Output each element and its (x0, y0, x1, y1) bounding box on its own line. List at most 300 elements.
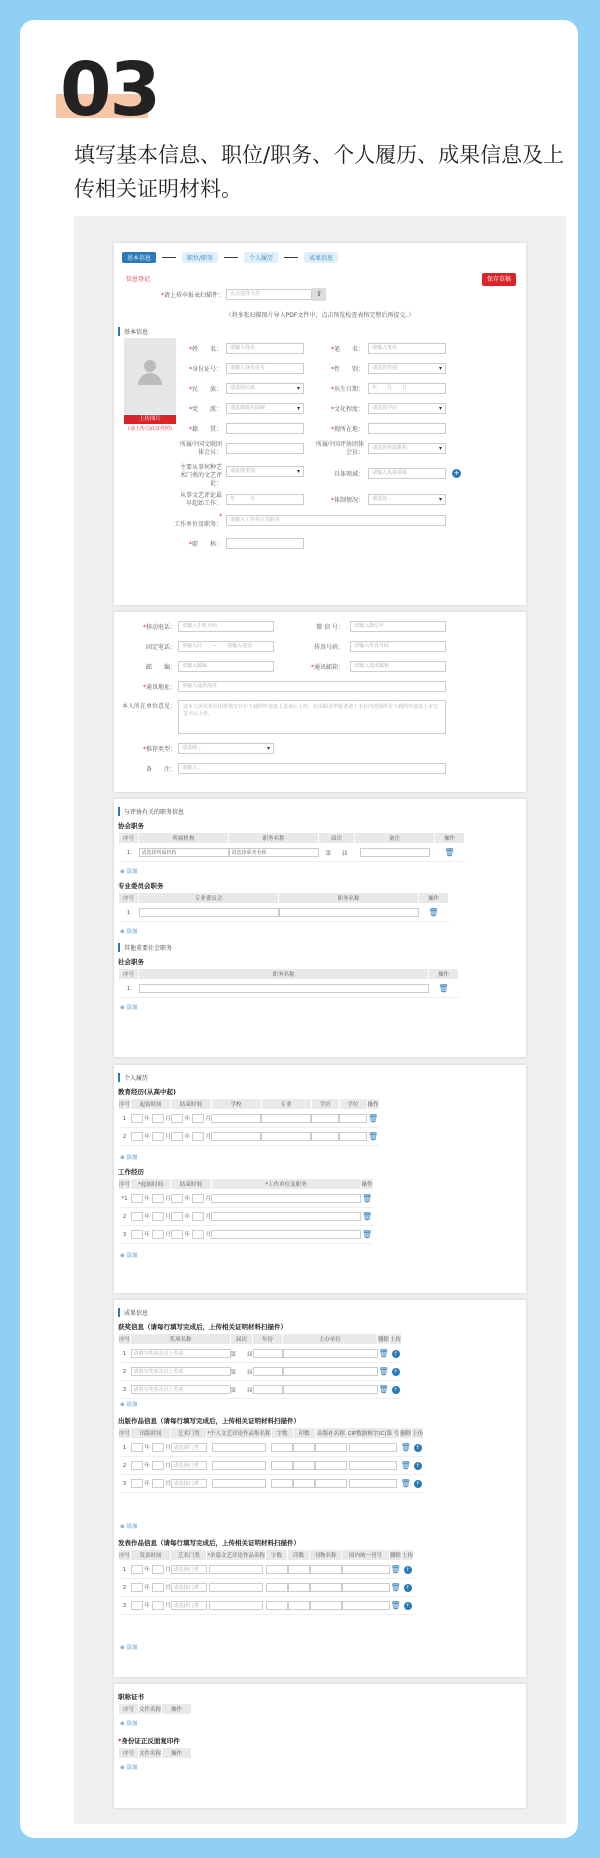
date-input[interactable]: 年 月 (131, 1110, 171, 1128)
row-number: 1 (119, 1561, 131, 1579)
col-header: CIP数据核字(C)第 号 (347, 1428, 400, 1439)
fax-input[interactable]: 请输入传真号码 (350, 641, 446, 652)
prints-input[interactable] (293, 1461, 315, 1470)
col-header: 上传 (390, 1334, 402, 1345)
ethnicity-label: 民 族： (191, 386, 222, 393)
duty-select[interactable]: 请选择职务名称 (229, 848, 319, 857)
trash-icon[interactable]: 🗑 (367, 1114, 379, 1123)
upload-icon[interactable]: ↑ (405, 1566, 410, 1573)
row-number: 3 (119, 1381, 131, 1399)
row-number: 2 (119, 1363, 131, 1381)
col-header: 国内统一刊号 (342, 1550, 390, 1561)
row-number: *1 (119, 1190, 131, 1208)
wechat-label: 微 信 号： (316, 624, 344, 631)
birth-date-input[interactable]: 年 月 日 (368, 383, 446, 394)
table-row (119, 1439, 424, 1457)
col-header: 操作 (419, 893, 449, 904)
step-number: 03 (60, 50, 159, 118)
other-title: 其他重要社会职务 (118, 943, 172, 952)
basic-info-title: 基本信息 (118, 327, 148, 336)
art-category-select[interactable]: 请选择门类 (171, 1479, 207, 1488)
table-row (119, 1363, 402, 1381)
pen-name-input[interactable]: 请输入笔名 (368, 343, 446, 354)
id-number-label: 身份证号： (191, 366, 222, 373)
education-label: 文化程度： (333, 406, 364, 413)
cert-table (118, 1703, 192, 1715)
tab-achievements[interactable]: 成果信息 (304, 252, 338, 263)
school-input[interactable] (211, 1114, 261, 1123)
col-header: 出版社名称 (315, 1428, 347, 1439)
upload-photo-button[interactable]: 上传图片 (124, 415, 176, 424)
col-header: 起始时间 (131, 1099, 171, 1110)
work-name-input[interactable] (209, 1565, 263, 1574)
trash-icon[interactable]: 🗑 (400, 1461, 411, 1470)
phone-input[interactable]: 请输入区 — 请输入电话 (178, 641, 274, 652)
table-row (119, 1128, 380, 1146)
prints-input[interactable] (293, 1479, 315, 1488)
start-work-label: 从事文艺评论最早起始工作： (179, 492, 222, 507)
start-work-input[interactable]: 年 月 (226, 494, 304, 505)
table-row: 1 🗑 (119, 904, 449, 922)
trash-icon[interactable]: 🗑 (400, 1479, 411, 1488)
workunit-input[interactable] (211, 1194, 361, 1203)
date-input[interactable]: 年 月 (171, 1226, 211, 1244)
email-label: 通讯邮箱： (313, 664, 344, 671)
term-input[interactable]: 第 届 (231, 1345, 253, 1363)
art-category-select[interactable]: 请选择门类 (171, 1443, 207, 1452)
location-label: 现所在地： (333, 426, 364, 433)
row-number: 2 (119, 1208, 131, 1226)
table-row: 1 请选择所属机构 请选择职务名称 第 届 🗑 (119, 844, 465, 862)
work-name-input[interactable] (209, 1601, 263, 1610)
date-input[interactable]: 年 月 (131, 1439, 171, 1457)
upload-icon[interactable]: ↑ (393, 1350, 398, 1357)
col-header: 学位 (339, 1099, 367, 1110)
col-header: 刊物名称 (310, 1550, 342, 1561)
col-header: 学校 (211, 1099, 261, 1110)
title-input[interactable] (226, 538, 304, 549)
step-intro: 填写基本信息、职位/职务、个人履历、成果信息及上传相关证明材料。 (74, 143, 565, 201)
social-duty-input[interactable] (139, 984, 429, 993)
words-input[interactable] (266, 1601, 288, 1610)
col-header: 序号 (119, 833, 139, 844)
upload-input[interactable]: 点击选择文件 (226, 289, 312, 300)
upload-icon[interactable]: ↑ (393, 1368, 398, 1375)
add-social-link[interactable]: ⊕ 添加 (120, 1005, 138, 1011)
date-input[interactable]: 年 月 (131, 1457, 171, 1475)
table-row (119, 1381, 402, 1399)
email-field[interactable]: 请输入通讯邮箱 (350, 661, 446, 672)
col-header: 专业 (261, 1099, 311, 1110)
col-header: 发表时间 (131, 1550, 171, 1561)
date-input[interactable]: 年 月 (171, 1128, 211, 1146)
work-name-input[interactable] (212, 1443, 266, 1452)
row-number: 2 (119, 1579, 131, 1597)
col-header: *单篇文艺评论作品名称 (207, 1550, 266, 1561)
upload-label: 请上传申报表扫描件： (163, 292, 224, 299)
upload-icon[interactable]: ↑ (415, 1444, 420, 1451)
phone-label: 固定电话： (145, 644, 176, 651)
date-input[interactable]: 年 月 (171, 1208, 211, 1226)
col-header: 出版时间 (131, 1428, 171, 1439)
upload-icon[interactable]: ⇧ (312, 288, 326, 301)
table-row (119, 1579, 414, 1597)
publisher-input[interactable] (315, 1479, 347, 1488)
id-table (118, 1747, 192, 1759)
edu-title: 教育经历(从高中起) (118, 1088, 176, 1096)
prints-input[interactable] (288, 1565, 310, 1574)
tab-resume[interactable]: 个人履历 (244, 252, 278, 263)
tab-position[interactable]: 职位/职务 (182, 252, 218, 263)
publisher-input[interactable] (310, 1601, 342, 1610)
step-card (20, 20, 578, 1838)
publisher-input[interactable] (315, 1461, 347, 1470)
gender-select[interactable]: 请选择性别 ▾ (368, 363, 446, 374)
publisher-input[interactable] (315, 1443, 347, 1452)
work-table (118, 1178, 374, 1244)
trash-icon[interactable]: 🗑 (378, 1349, 389, 1358)
words-input[interactable] (271, 1443, 293, 1452)
pro-table (118, 892, 449, 922)
duty-panel (114, 799, 526, 1057)
trash-icon[interactable]: 🗑 (400, 1443, 411, 1452)
table-row (119, 1561, 414, 1579)
pub-title: 出版作品信息（请每行填写完成后，上传相关证明材料扫描件） (118, 1417, 300, 1425)
fax-label: 传真号码： (313, 644, 344, 651)
col-header: 主办单位 (283, 1334, 378, 1345)
remark-input[interactable]: 请输入... (178, 763, 446, 774)
cac-member-select[interactable]: 请选择所属机构 ▾ (368, 443, 446, 454)
year-input[interactable] (253, 1349, 283, 1358)
add-award-link[interactable]: ⊕ 添加 (120, 1402, 138, 1408)
col-header: 职务名称 (229, 833, 319, 844)
workunit-input[interactable]: 请输入工作单位及职务 (226, 515, 446, 526)
add-pro-link[interactable]: ⊕ 添加 (120, 929, 138, 935)
publisher-input[interactable] (310, 1565, 342, 1574)
words-input[interactable] (271, 1461, 293, 1470)
trash-icon[interactable]: 🗑 (444, 848, 455, 857)
date-input[interactable]: 年 月 (131, 1226, 171, 1244)
table-row (119, 1345, 402, 1363)
prints-input[interactable] (288, 1583, 310, 1592)
social-title: 社会职务 (118, 958, 144, 966)
cip-input[interactable] (349, 1443, 397, 1452)
degree-select[interactable] (311, 1132, 339, 1141)
gender-label: 性 别： (333, 366, 364, 373)
id-number-input[interactable]: 请输入身份证号 (226, 363, 304, 374)
award-name-input[interactable]: 请填写奖项及以上奖项 (131, 1385, 231, 1394)
art-category-select[interactable]: 请选择类别 ▾ (226, 466, 304, 477)
row-number: 1 (119, 1439, 131, 1457)
assoc-title: 协会职务 (118, 822, 144, 830)
trash-icon[interactable]: 🗑 (378, 1367, 389, 1376)
table-row (119, 1457, 424, 1475)
cip-input[interactable] (342, 1565, 390, 1574)
year-input[interactable] (253, 1385, 283, 1394)
upload-hint: （将多张扫描图片导入PDF文件中，点击预览检查表格完整后再提交。） (225, 312, 415, 319)
organizer-input[interactable] (283, 1367, 378, 1376)
award-name-input[interactable]: 请填写奖项及以上奖项 (131, 1349, 231, 1358)
mobile-input[interactable]: 请输入手机号码 (178, 621, 274, 632)
info-register-link[interactable]: 信息登记 (126, 276, 151, 283)
resume-panel (114, 1065, 526, 1293)
col-header: 艺术门类 (171, 1550, 207, 1561)
system-label: 体制情况： (333, 497, 364, 504)
upload-icon[interactable]: ↑ (405, 1584, 410, 1591)
add-pub-link[interactable]: ⊕ 添加 (120, 1524, 138, 1530)
upload-icon[interactable]: ↑ (415, 1480, 420, 1487)
work-name-input[interactable] (212, 1461, 266, 1470)
field-input[interactable]: 请输入具体领域 (368, 468, 446, 479)
col-header: 文件名称 (139, 1704, 162, 1715)
col-header: 所属机构 (139, 833, 229, 844)
trash-icon[interactable]: 🗑 (390, 1601, 401, 1610)
col-header: 艺术门类 (171, 1428, 207, 1439)
date-input[interactable]: 年 月 (131, 1190, 171, 1208)
publisher-input[interactable] (310, 1583, 342, 1592)
col-header: 操作 (162, 1748, 192, 1759)
col-header: 印数 (288, 1550, 310, 1561)
table-row (119, 1597, 414, 1615)
date-input[interactable]: 年 月 (131, 1208, 171, 1226)
date-input[interactable]: 年 月 (131, 1561, 171, 1579)
address-input[interactable]: 请输入通讯地址 (178, 681, 446, 692)
col-header: 文件名称 (139, 1748, 162, 1759)
term-input[interactable]: 第 届 (231, 1363, 253, 1381)
col-header: 印数 (293, 1428, 315, 1439)
work-title: 工作经历 (118, 1168, 144, 1176)
col-header: 上传 (402, 1550, 414, 1561)
wechat-input[interactable]: 请输入微信号 (350, 621, 446, 632)
col-header: 职务名称 (139, 969, 429, 980)
trash-icon[interactable]: 🗑 (438, 984, 449, 993)
year-input[interactable] (253, 1367, 283, 1376)
row-number: 1 (119, 1110, 131, 1128)
form-screenshot (74, 216, 566, 1824)
cip-input[interactable] (349, 1479, 397, 1488)
cac-member-label: 所属中国评协团体会员： (315, 441, 364, 456)
party-label: 党 派： (191, 406, 222, 413)
education-select[interactable]: 请选择学历 ▾ (368, 403, 446, 414)
native-place-input[interactable] (226, 423, 304, 434)
pub-table (118, 1427, 424, 1493)
date-input[interactable]: 年 月 (131, 1128, 171, 1146)
birth-date-label: 出生日期： (333, 386, 364, 393)
add-art-link[interactable]: ⊕ 添加 (120, 1645, 138, 1651)
name-input[interactable]: 请输入姓名 (226, 343, 304, 354)
col-header: 序号 (119, 1704, 139, 1715)
award-title: 获奖信息（请每行填写完成后，上传相关证明材料扫描件） (118, 1323, 287, 1331)
cip-input[interactable] (349, 1461, 397, 1470)
art-category-select[interactable]: 请选择门类 (171, 1601, 207, 1610)
location-input[interactable] (368, 423, 446, 434)
committee-input[interactable] (139, 908, 279, 917)
duty-input[interactable] (279, 908, 419, 917)
table-row (119, 1190, 374, 1208)
art-category-select[interactable]: 请选择门类 (171, 1583, 207, 1592)
award-table (118, 1333, 402, 1399)
col-header: 专业委员会 (139, 893, 279, 904)
organizer-input[interactable] (283, 1385, 378, 1394)
cflac-member-input[interactable] (226, 443, 304, 454)
row-number: 3 (119, 1475, 131, 1493)
trash-icon[interactable]: 🗑 (361, 1194, 373, 1203)
term-input[interactable]: 第 届 (231, 1381, 253, 1399)
col-header: 序号 (119, 1550, 131, 1561)
art-category-select[interactable]: 请选择门类 (171, 1565, 207, 1574)
name-label: 姓 名： (191, 346, 222, 353)
field-label: 具体领域： (333, 471, 364, 478)
pro-title: 专业委员会职务 (118, 882, 164, 890)
date-input[interactable]: 年 月 (171, 1190, 211, 1208)
address-label: 通讯地址： (145, 684, 176, 691)
col-header: 序号 (119, 1099, 131, 1110)
workunit-input[interactable] (211, 1230, 361, 1239)
col-header: 职务名称 (279, 893, 419, 904)
date-input[interactable]: 年 月 (131, 1475, 171, 1493)
row-number: 1 (119, 1345, 131, 1363)
col-header: 序号 (119, 969, 139, 980)
col-header: 年份 (253, 1334, 283, 1345)
major-input[interactable] (261, 1114, 311, 1123)
col-header: 上传 (412, 1428, 424, 1439)
opinion-textarea[interactable]: 请本人所在单位团委填写并在下载的申请表上盖章后上传，若由职业申报者请于本社内选择所在下载的申请表上本写签字后上传。 (178, 700, 446, 734)
art-category-select[interactable]: 请选择门类 (171, 1461, 207, 1470)
table-row (119, 1110, 380, 1128)
col-header: 字数 (271, 1428, 293, 1439)
cip-input[interactable] (342, 1601, 390, 1610)
table-row (119, 1475, 424, 1493)
trash-icon[interactable]: 🗑 (428, 908, 439, 917)
postcode-label: 邮 编： (145, 664, 176, 671)
col-header: 序号 (119, 1428, 131, 1439)
contact-panel: *移动电话： 请输入手机号码 固定电话： 请输入区 — 请输入电话 邮 编： 请输入邮编 *通讯地址： 请输入通讯地址 微 信 号： 请输入微信号 传真号码： 请输入传真号码 *通讯邮箱： 请输入通讯邮箱 本人所在单位意见： 请本人所在单位团委填写并在下载的申请表上盖章后上传，若由职业申报者请于本社内选择所在下载的申请表上本写签字后上传。 *推荐类型： 请选择... ▾ 备 注： 请输入... (114, 612, 526, 792)
degree-select[interactable] (339, 1114, 367, 1123)
native-place-label: 籍 贯： (191, 426, 222, 433)
col-header: 删除 (378, 1334, 390, 1345)
upload-icon[interactable]: ↑ (405, 1602, 410, 1609)
org-select[interactable]: 请选择所属机构 (139, 848, 229, 857)
term-input[interactable]: 第 届 (319, 844, 355, 862)
assoc-table (118, 832, 465, 862)
add-cert-link[interactable]: ⊕ 添加 (120, 1721, 138, 1727)
step-tabs (122, 251, 338, 263)
prints-input[interactable] (293, 1443, 315, 1452)
cert-title: 职称证书 (118, 1693, 144, 1701)
row-number: 2 (119, 1457, 131, 1475)
resume-title: 个人履历 (118, 1073, 148, 1082)
date-input[interactable]: 年 月 (171, 1110, 211, 1128)
add-assoc-link[interactable]: ⊕ 添加 (120, 869, 138, 875)
col-header: 序号 (119, 1179, 131, 1190)
row-number: 3 (119, 1597, 131, 1615)
prints-input[interactable] (288, 1601, 310, 1610)
duty-title: 与评协有关的职务信息 (118, 807, 184, 816)
col-header: 届次 (319, 833, 355, 844)
col-header: 学历 (311, 1099, 339, 1110)
add-edu-link[interactable]: ⊕ 添加 (120, 1155, 138, 1161)
avatar[interactable] (124, 338, 176, 414)
add-work-link[interactable]: ⊕ 添加 (120, 1253, 138, 1259)
edu-table (118, 1098, 380, 1146)
recommend-select[interactable]: 请选择... ▾ (178, 743, 274, 754)
trash-icon[interactable]: 🗑 (361, 1230, 373, 1239)
row-number: 2 (119, 1128, 131, 1146)
words-input[interactable] (266, 1583, 288, 1592)
cflac-member-label: 所属中国文联团体会员： (179, 441, 222, 456)
postcode-input[interactable]: 请输入邮编 (178, 661, 274, 672)
degree-select[interactable] (311, 1114, 339, 1123)
col-header: 删除 (400, 1428, 412, 1439)
party-select[interactable]: 请选择政治面貌 ▾ (226, 403, 304, 414)
remark-label: 备 注： (145, 766, 176, 773)
col-header: 字数 (266, 1550, 288, 1561)
achievement-panel (114, 1300, 526, 1677)
col-header: 操作 (162, 1704, 192, 1715)
work-name-input[interactable] (209, 1583, 263, 1592)
tab-basic-info[interactable]: 基本信息 (122, 252, 156, 263)
upload-icon[interactable]: ↑ (415, 1462, 420, 1469)
save-draft-button[interactable]: 保存草稿 (482, 273, 516, 286)
opinion-label: 本人所在单位意见： (121, 703, 176, 710)
work-name-input[interactable] (212, 1479, 266, 1488)
col-header: 届次 (231, 1334, 253, 1345)
trash-icon[interactable]: 🗑 (378, 1385, 389, 1394)
date-input[interactable]: 年 月 (131, 1579, 171, 1597)
col-header: 序号 (119, 1748, 139, 1759)
col-header: 奖项名称 (131, 1334, 231, 1345)
upload-icon[interactable]: ↑ (393, 1386, 398, 1393)
cip-input[interactable] (342, 1583, 390, 1592)
trash-icon[interactable]: 🗑 (390, 1565, 401, 1574)
table-row (119, 1226, 374, 1244)
degree-select[interactable] (339, 1132, 367, 1141)
school-input[interactable] (211, 1132, 261, 1141)
col-header: 操作 (367, 1099, 379, 1110)
col-header: 备注 (355, 833, 435, 844)
id-title: *身份证正反面复印件 (118, 1737, 180, 1745)
mobile-label: 移动电话： (145, 624, 176, 631)
trash-icon[interactable]: 🗑 (361, 1212, 373, 1221)
add-field-icon[interactable]: + (453, 469, 460, 477)
col-header: 序号 (119, 1334, 131, 1345)
system-select[interactable]: 请选择... ▾ (368, 494, 446, 505)
workunit-input[interactable] (211, 1212, 361, 1221)
social-table (118, 968, 459, 998)
col-header: *个人文艺评论作品集名称 (207, 1428, 271, 1439)
words-input[interactable] (271, 1479, 293, 1488)
major-input[interactable] (261, 1132, 311, 1141)
table-row: 1 🗑 (119, 980, 459, 998)
col-header: 序号 (119, 893, 139, 904)
note-input[interactable] (360, 848, 430, 857)
art-table (118, 1549, 414, 1615)
words-input[interactable] (266, 1565, 288, 1574)
date-input[interactable]: 年 月 (131, 1597, 171, 1615)
ethnicity-select[interactable]: 请选择民族 ▾ (226, 383, 304, 394)
recommend-label: 推荐类型： (145, 746, 176, 753)
col-header: 结束时间 (171, 1179, 211, 1190)
table-row (119, 1208, 374, 1226)
basic-info-panel: 基本信息 职位/职务 个人履历 成果信息 信息登记 保存草稿 *请上传申报表扫描件： 点击选择文件 ⇧ （将多张扫描图片导入PDF文件中，点击预览检查表格完整后再提交。） 基本信息 上传图片 (请上传白底证件照) *姓 名： 请输入姓名 *身份证号： 请输入身份证号 *民 族： 请选择民族 ▾ *党 派： 请选择政治面貌 ▾ *籍 贯： 所属中国文联团体会员： 主要从事何种艺术门类的文艺评论： 请选择类别 ▾ 从事文艺评论最早起始工作： 年 月 *笔 名： 请输入笔名 *性 别： 请选择性别 ▾ *出生日期： 年 月 日 *文化程度： 请选择学历 ▾ *现所在地： 所属中国评协团体会员： 请选择所属机构 ▾ 具体领域： 请输入具体领域 + *体制情况： 请选择... ▾ * 工作单位及职务： 请输入工作单位及职务 *职 称： (114, 243, 526, 605)
col-header: 操作 (435, 833, 465, 844)
trash-icon[interactable]: 🗑 (367, 1132, 379, 1141)
organizer-input[interactable] (283, 1349, 378, 1358)
col-header: 操作 (429, 969, 459, 980)
add-id-link[interactable]: ⊕ 添加 (120, 1765, 138, 1771)
trash-icon[interactable]: 🗑 (390, 1583, 401, 1592)
award-name-input[interactable]: 请填写奖项及以上奖项 (131, 1367, 231, 1376)
